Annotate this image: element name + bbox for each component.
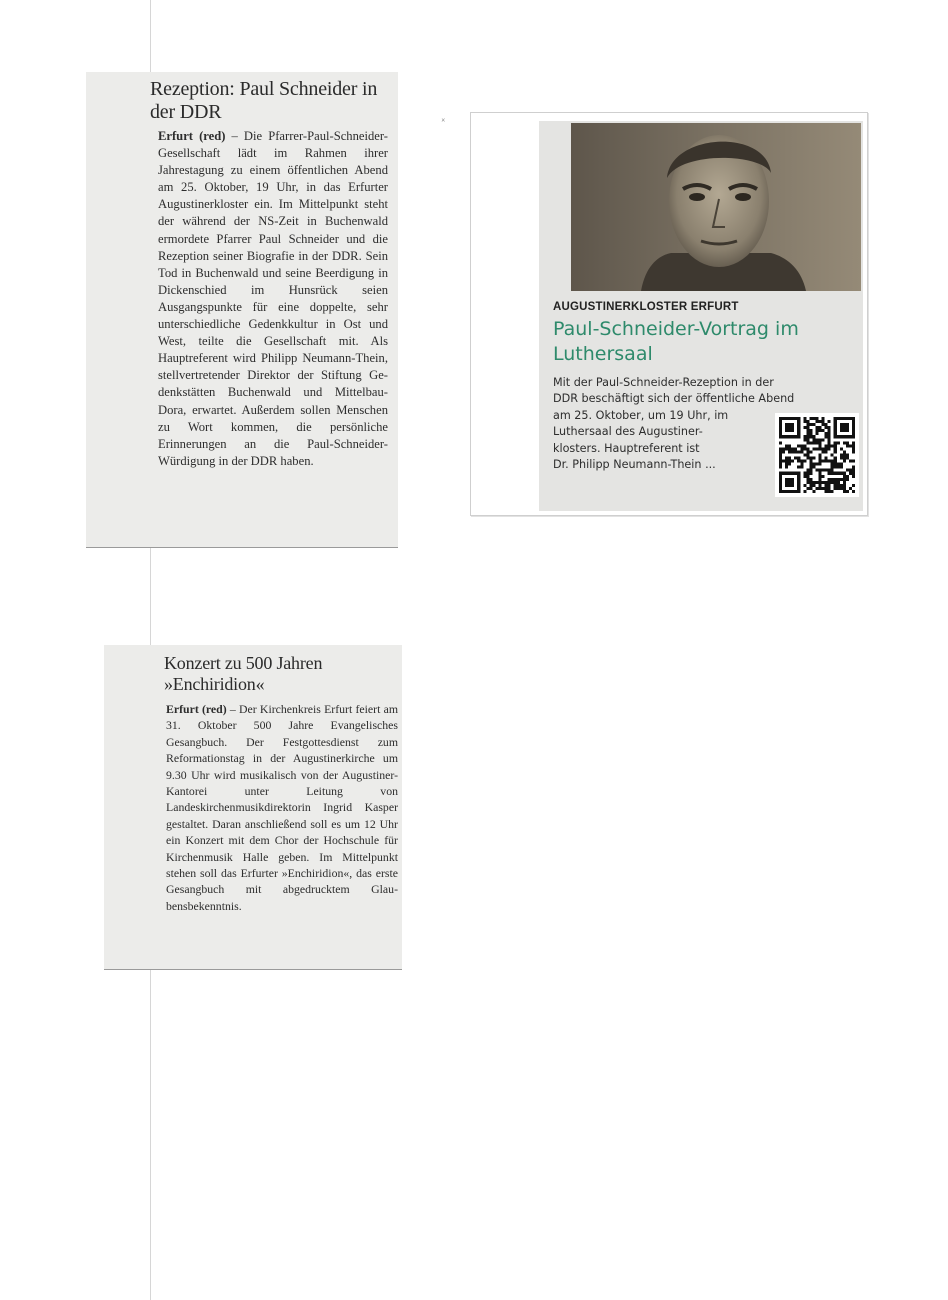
teaser-line: Dr. Philipp Neumann-Thein ... — [553, 458, 716, 472]
teaser-line: Luthersaal des Augustiner- — [553, 425, 703, 439]
feature-box — [539, 121, 863, 511]
teaser-line: DDR beschäftigt sich der öffentliche Abend — [553, 392, 795, 406]
clipping-vortrag — [441, 112, 868, 516]
article-text: – Die Pfarrer-Paul-Schneider-Gesellschaft lädt im Rahmen ihrer Jahrestagung zu einem öffentlichen Abend am 25. Oktober, 19 Uhr, in das Erfurter Augustinerkloster ein. Im Mittelpunkt steht der während der NS-Zeit in Buchenwald ermordete Pfarrer Paul Schneider und die Rezeption seiner Biografie in der DDR. Sein Tod in Buchenwald und seine Beerdigung in Dickenschied im Hunsrück seien Ausgangspunkte für eine doppelte, sehr unterschiedliche Gedenkkultur in Ost und West, teilte die Gesellschaft mit. Als Hauptreferent wird Philipp Neumann-Thein, stellvertretender Direktor der Stiftung Gedenkstätten Buchenwald und Mittelbau-Dora, erwartet. Außerdem sollen Menschen zu Wort kommen, die persönliche Erinnerungen an die Paul-Schneider-Würdigung in der DDR haben. — [158, 129, 388, 468]
portrait-photo-drawing — [571, 123, 861, 291]
portrait-photo — [571, 123, 861, 291]
clipping-title: Rezeption: Paul Schneider in der DDR — [150, 78, 378, 123]
clipping-body — [166, 701, 398, 914]
dateline: Erfurt (red) — [158, 129, 226, 143]
dateline: Erfurt (red) — [166, 702, 227, 716]
teaser-line: klosters. Hauptreferent ist — [553, 441, 700, 455]
qr-code-drawing — [779, 417, 855, 493]
headline: Paul-Schneider-Vortrag im Luthersaal — [553, 318, 799, 365]
teaser-line: Mit der Paul-Schneider-Rezeption in der — [553, 376, 774, 389]
bottom-rule — [86, 547, 398, 548]
scan-speck: ˣ — [441, 117, 446, 128]
clipping-body — [158, 128, 388, 470]
clipping-konzert — [104, 645, 402, 970]
bottom-rule — [104, 969, 402, 970]
teaser-line: am 25. Oktober, um 19 Uhr, im — [553, 408, 729, 422]
clipping-title: Konzert zu 500 Jahren »Enchiridion« — [164, 653, 323, 694]
clipping-rezeption — [86, 72, 398, 548]
kicker: AUGUSTINERKLOSTER ERFURT — [553, 301, 739, 313]
article-text: – Der Kirchenkreis Erfurt feiert am 31. Oktober 500 Jahre Evangelisches Gesangbuch. Der Festgottesdienst zum Reformationstag in der Augustinerkirche um 9.30 Uhr wird musikalisch von der Augustiner-Kantorei unter Leitung von Landeskirchenmusikdirektorin Ingrid Kasper gestaltet. Daran anschließend soll es um 12 Uhr ein Konzert mit dem Chor der Hochschule für Kirchenmusik Halle geben. Im Mittelpunkt stehen soll das Erfurter »Enchiridion«, das erste Gesangbuch mit abgedrucktem Glaubensbekenntnis. — [166, 702, 398, 913]
qr-code-icon — [775, 413, 859, 497]
